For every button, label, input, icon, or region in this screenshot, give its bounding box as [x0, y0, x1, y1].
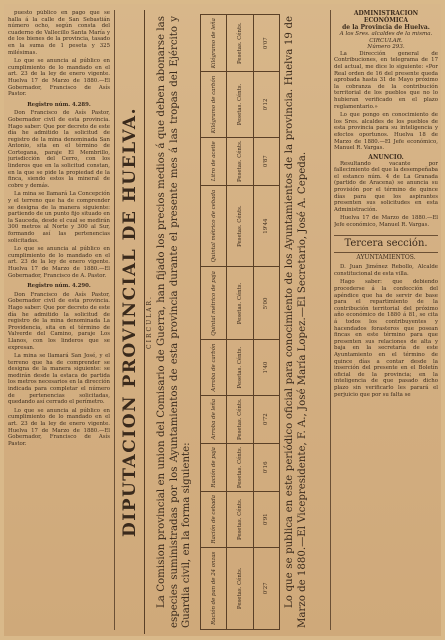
left-paragraph: Lo que se anuncia al público en cumplimiento de lo mandado en el art. 23 de la ley de enero vigente. Huelva 17 de Marzo de 1880.—El Gobernador, Francisco de A. Pastor. — [8, 246, 110, 279]
table-unit-cell: Pesetas. Cénts. — [227, 340, 253, 395]
table-header-cell: Kilógramo de carbón — [201, 72, 227, 137]
right-paragraph: Hago saber: que debiendo procederse á la confección del apéndice que ha de servir de base para el repartimiento de la contribución territorial del próximo año económico de 1880 á 81, se cita á todos los contribuyentes y hacendados forasteros que posean fincas en este término para que presenten sus relaciones de alta y baja en la secretaría de este Ayuntamiento en el término de quince días a contar desde la inserción del presente en el Boletín oficial de la provincia; en la inteligencia de que pasado dicho plazo sin verificarlo les parará el perjuicio que por su falta se — [334, 279, 438, 398]
anuncio-heading: ANUNCIO. — [368, 153, 404, 161]
table-unit-cell: Pesetas. Cénts. — [227, 15, 253, 72]
table-value-cell: 19'44 — [253, 185, 279, 267]
right-paragraph: Resultando vacante por fallecimiento del que la desempeñaba el estanco núm. 4 de La Granada (partido de Aracena) se anuncia su provisión por el término de quince días para que los aspirantes presenten sus solicitudes en esta Administración. — [334, 160, 438, 213]
table-unit-cell: Pesetas. Cénts. — [227, 547, 253, 629]
administracion-subheading: de la Provincia de Huelva. — [342, 24, 430, 31]
table-unit-cell: Pesetas. Cénts. — [227, 72, 253, 137]
rotated-notice — [116, 10, 328, 634]
left-column — [8, 10, 110, 630]
circular-label: CIRCULAR. — [146, 295, 153, 349]
table-unit-cell: Pesetas. Cénts. — [227, 137, 253, 185]
table-header-cell: Arroba de carbón — [201, 340, 227, 395]
table-header-cell: Quintal métrico de cebada — [201, 185, 227, 267]
right-paragraph: Huelva 17 de Marzo de 1880.—El Jefe económico, Manuel R. Vargas. — [334, 215, 438, 229]
left-paragraph: Don Francisco de Asís Pastor, Gobernador civil de esta provincia. Hago saber: Que por decreto de este día he admitido la solicitud de registro de la mina denominada La Providencia, sita en el término de Valverde del Camino, paraje Los Llanos, con los linderos que se expresan. — [8, 291, 110, 351]
table-value-cell: 0'72 — [253, 395, 279, 443]
center-notice — [116, 10, 328, 634]
table-units-row — [227, 15, 253, 630]
table-values-row — [253, 15, 279, 630]
right-paragraph: La Dirección general de Contribuciones, en telegrama de 17 del actual, me dice lo siguiente: «Por Real orden de 16 del presente queda aprobada hasta 31 de Mayo próximo la cobranza de la contribución territorial de los pueblos que no lo hubieran verificado en el plazo reglamentario.» — [334, 50, 438, 110]
table-value-cell: 0'07 — [253, 15, 279, 72]
column-divider — [114, 10, 115, 630]
table-header-cell: Kilógramo de leña — [201, 15, 227, 72]
table-value-cell: 0'27 — [253, 547, 279, 629]
left-paragraph: Lo que se anuncia al público en cumplimiento de lo mandado en el art. 23 de la ley de enero vigente. Huelva 17 de Marzo de 1880.—El Gobernador, Francisco de Asís Pastor. — [8, 58, 110, 98]
table-unit-cell: Pesetas. Cénts. — [227, 185, 253, 267]
notice-intro: La Comision provincial en union del Comisario de Guerra, han fijado los precios medios á que deben abonarse las especies suministradas por los Ayuntamientos de esta provincia durante el presente mes á las tropas del Ejército y Guardia civil, en la forma siguiente: — [156, 16, 192, 628]
table-value-cell: 0'91 — [253, 491, 279, 547]
table-header-cell: Arroba de leña — [201, 395, 227, 443]
column-divider — [330, 10, 331, 630]
table-value-cell: 0'16 — [253, 443, 279, 491]
table-header-row — [201, 15, 227, 630]
table-value-cell: 0'12 — [253, 72, 279, 137]
right-paragraph: D. Juan Jiménez Rebollo, Alcalde constitucional de esta villa. — [334, 264, 438, 277]
left-paragraph: La mina se llamará La Concepción y el terreno que ha de comprender se designa de la manera siguiente: partiendo de un punto fijo situado en la Sauceda, desde el cual se medirán 300 metros al Norte y 300 al Sur, formando así las pertenencias solicitadas. — [8, 191, 110, 244]
section-heading: Tercera sección. — [334, 235, 438, 253]
table-unit-cell: Pesetas. Cénts. — [227, 443, 253, 491]
right-column — [334, 10, 438, 630]
table-header-cell: Ración de pan de 24 onzas — [201, 547, 227, 629]
left-paragraph: Don Francisco de Asís Pastor, Gobernador civil de esta provincia. Hago saber: Que por decreto de este día he admitido la solicitud de registro de la mina denominada San Antonio, sita en el término de Cortegana, paraje El Membrillo, jurisdicción del Cerro, con los linderos que en la solicitud constan, en la que se pide la propiedad de la finca, siendo estos la mineral de cobre y demás. — [8, 110, 110, 189]
table-unit-cell: Pesetas. Cénts. — [227, 491, 253, 547]
table-header-cell: Litro de aceite — [201, 137, 227, 185]
price-table — [200, 14, 280, 630]
table-value-cell: 0'87 — [253, 137, 279, 185]
table-header-cell: Ración de cebada — [201, 491, 227, 547]
registro-heading: Registro núm. 4.289. — [27, 101, 91, 108]
notice-footer: Lo que se publica en este periódico oficial para conocimiento de los Ayuntamientos de la provincia. Huelva 19 de Marzo de 1880.—El Vicepresidente, F. A., José María Lopez.—El Secretario, José A. Cepeda. — [284, 16, 308, 628]
table-header-cell: Quintal métrico de paja — [201, 267, 227, 340]
left-paragraph: Lo que se anuncia al público en cumplimiento de lo mandado en el art. 23 de la ley de enero vigente. Huelva 17 de Marzo de 1880.—El Gobernador, Francisco de Asís Pastor. — [8, 407, 110, 447]
left-paragraph: La mina se llamará San José, y el terreno que ha de comprender se designa de la manera siguiente: se medirán desde la estaca de partida los metros necesarios en la dirección indicada para completar el número de pertenencias solicitadas, quedando así cerrado el perímetro. — [8, 353, 110, 406]
table-value-cell: 5'00 — [253, 267, 279, 340]
ayuntamientos-heading: AYUNTAMIENTOS. — [356, 253, 416, 261]
table-header-cell: Ración de paja — [201, 443, 227, 491]
circular-number: Número 293. — [367, 44, 405, 51]
left-paragraph: puesto público en pago que se halla á la calle de San Sebastián número ocho, según consta del cuaderno de Vallecillo Santa María y de los bienes de la provincia, tasado en la suma de 1 peseta y 325 milésimas. — [8, 10, 110, 56]
table-value-cell: 1'40 — [253, 340, 279, 395]
newspaper-page — [4, 4, 441, 636]
masthead: DIPUTACION PROVINCIAL DE HUELVA. — [116, 10, 145, 634]
table-unit-cell: Pesetas. Cénts. — [227, 395, 253, 443]
administracion-heading: ADMINISTRACION ECONÓMICA — [353, 10, 419, 24]
registro-heading: Registro núm. 4.290. — [27, 283, 91, 290]
table-unit-cell: Pesetas. Cénts. — [227, 267, 253, 340]
right-paragraph: Lo que pongo en conocimiento de los Sres. alcaldes de los pueblos de esta provincia para su inteligencia y efectos oportunos. Huelva 18 de Marzo de 1880.—El Jefe económico, Manuel R. Vargas. — [334, 112, 438, 152]
circular-label: CIRCULAR. — [369, 37, 403, 44]
addressee: A los Sres. alcaldes de la misma. — [339, 31, 433, 37]
